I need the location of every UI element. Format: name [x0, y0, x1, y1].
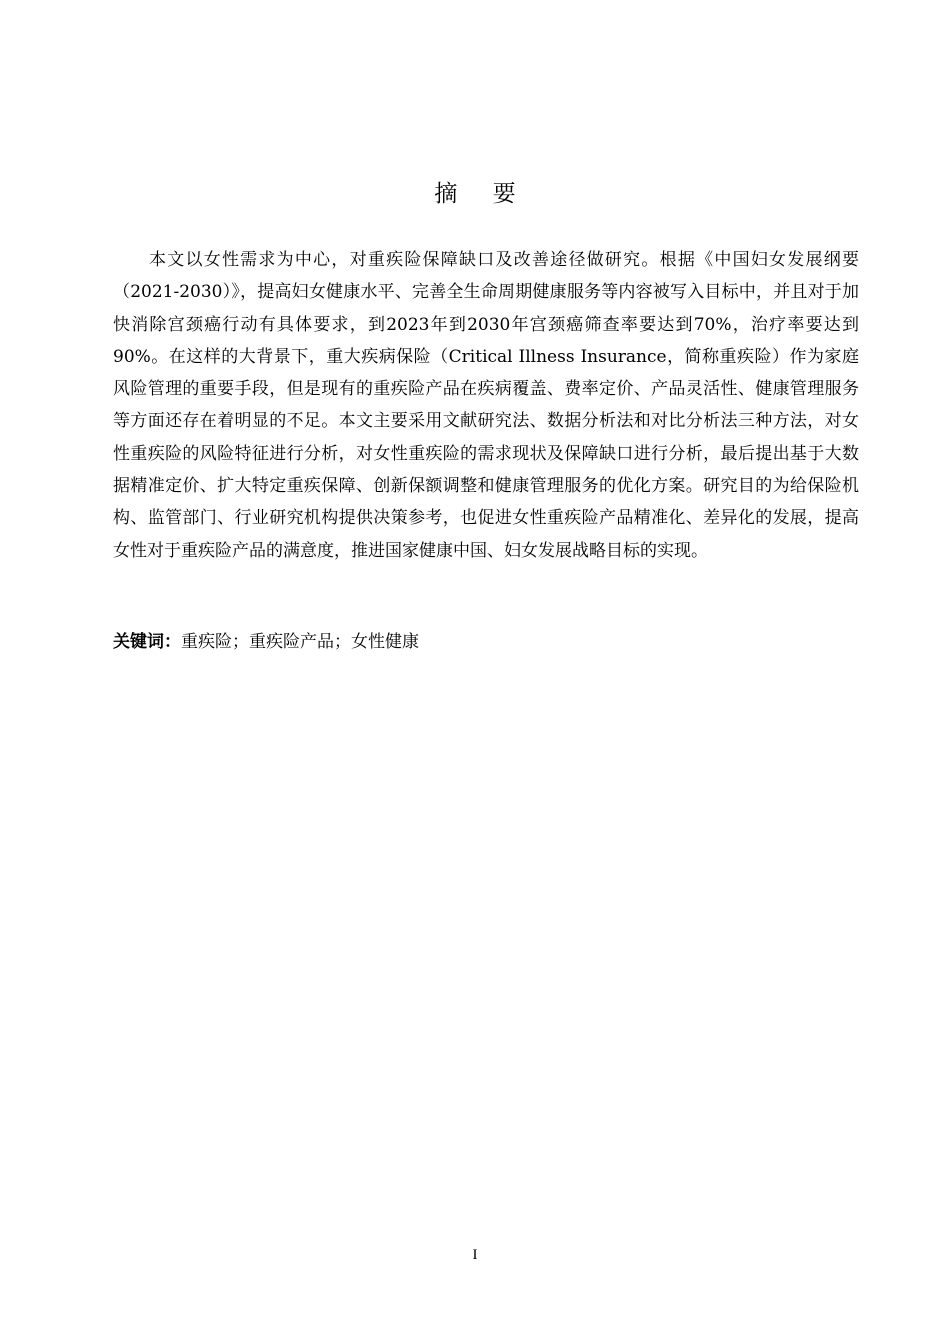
keywords-value: 重疾险；重疾险产品；女性健康: [181, 632, 419, 652]
keywords-line: [113, 626, 859, 658]
page-number: I: [472, 1247, 478, 1263]
page-title: 摘 要: [434, 181, 530, 207]
abstract-body: 本文以女性需求为中心，对重疾险保障缺口及改善途径做研究。根据《中国妇女发展纲要（2021-2030）》，提高妇女健康水平、完善全生命周期健康服务等内容被写入目标中，并且对于加快消除宫颈癌行动有具体要求，到2023年到2030年宫颈癌筛查率要达到70%，治疗率要达到90%。在这样的大背景下，重大疾病保险（Critical Illness Insurance，简称重疾险）作为家庭风险管理的重要手段，但是现有的重疾险产品在疾病覆盖、费率定价、产品灵活性、健康管理服务等方面还存在着明显的不足。本文主要采用文献研究法、数据分析法和对比分析法三种方法，对女性重疾险的风险特征进行分析，对女性重疾险的需求现状及保障缺口进行分析，最后提出基于大数据精准定价、扩大特定重疾保障、创新保额调整和健康管理服务的优化方案。研究目的为给保险机构、监管部门、行业研究机构提供决策参考，也促进女性重疾险产品精准化、差异化的发展，提高女性对于重疾险产品的满意度，推进国家健康中国、妇女发展战略目标的实现。: [113, 250, 859, 561]
keywords-label: 关键词：: [113, 632, 181, 652]
